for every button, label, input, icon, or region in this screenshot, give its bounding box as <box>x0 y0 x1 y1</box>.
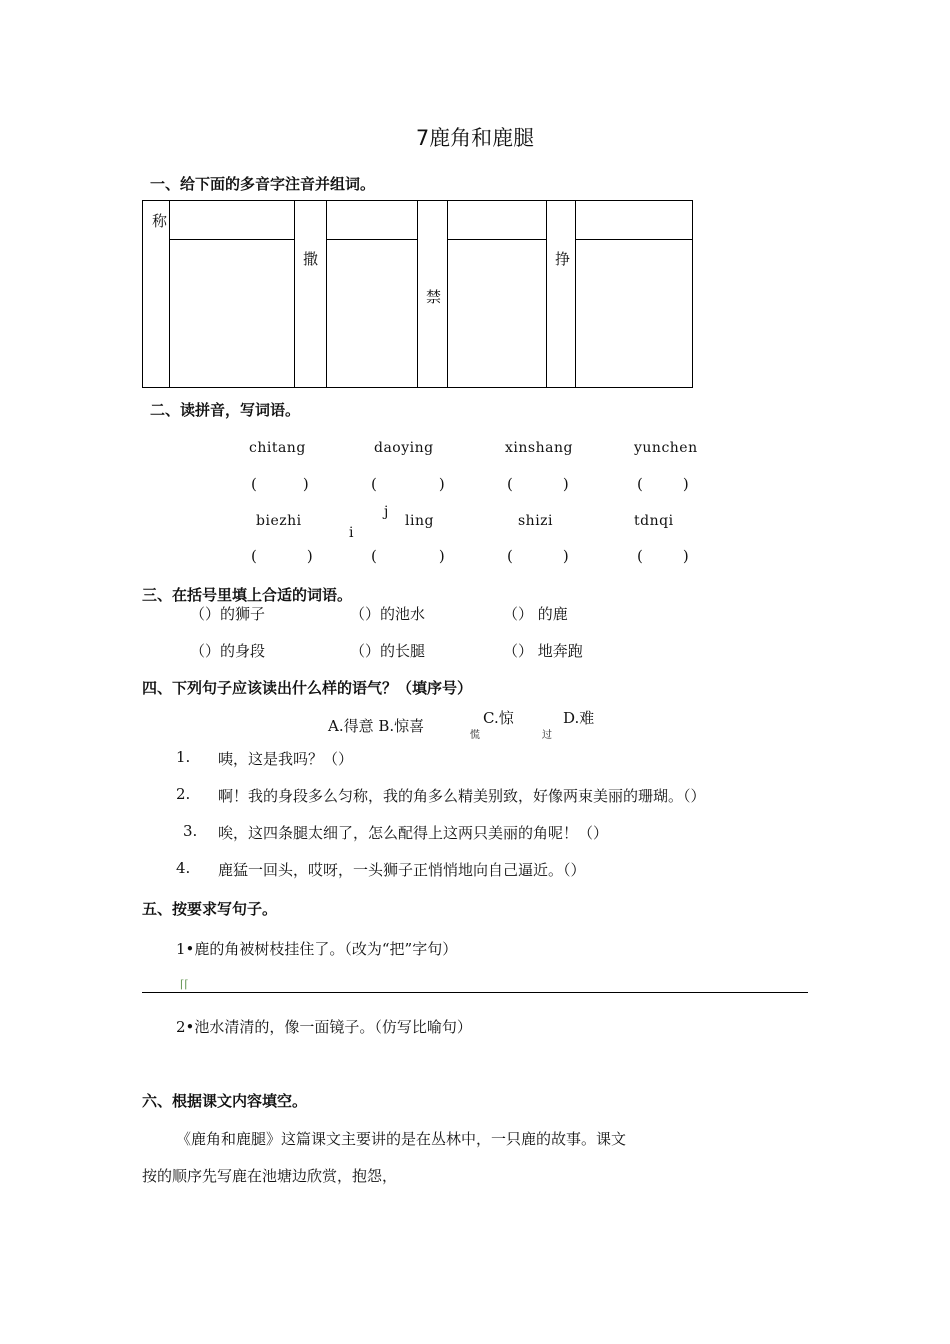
question-text: 啊！我的身段多么匀称，我的角多么精美别致，好像两束美丽的珊瑚。（） <box>218 787 706 805</box>
answer-paren: ( ) <box>507 547 569 565</box>
fill-item: （）的身段 <box>190 642 266 660</box>
tone-options: A.得意 B.惊喜 <box>328 717 425 735</box>
tone-option-c-sub: 慌 <box>470 730 480 741</box>
pinyin: biezhi <box>256 513 302 529</box>
scan-mark: ⌈⌈ <box>180 978 189 991</box>
answer-paren: ( ) <box>251 475 309 493</box>
answer-paren: ( ) <box>371 547 445 565</box>
question-number: 4. <box>176 859 191 877</box>
fill-item: （）的狮子 <box>190 605 266 623</box>
question-text: 咦，这是我吗？（） <box>218 750 354 768</box>
section-3-heading: 三、在括号里填上合适的词语。 <box>142 586 353 604</box>
section-2-heading: 二、读拼音，写词语。 <box>150 401 301 419</box>
question-text: 鹿猛一回头，哎呀，一头狮子正悄悄地向自己逼近。（） <box>218 861 586 879</box>
answer-paren: ( ) <box>507 475 569 493</box>
answer-paren: ( ) <box>251 547 313 565</box>
pinyin: chitang <box>249 440 306 456</box>
paragraph-line: 按的顺序先写鹿在池塘边欣赏，抱怨， <box>142 1167 398 1185</box>
pinyin: shizi <box>518 513 554 529</box>
answer-paren: ( ) <box>637 475 689 493</box>
section-4-heading: 四、下列句子应该读出什么样的语气？（填序号） <box>142 679 473 697</box>
section-6-heading: 六、根据课文内容填空。 <box>142 1092 308 1110</box>
polyphone-char: 挣 <box>555 250 571 268</box>
fill-item: （）的长腿 <box>350 642 426 660</box>
pinyin: tdnqi <box>634 513 674 529</box>
section-1-heading: 一、给下面的多音字注音并组词。 <box>150 175 376 193</box>
pinyin: xinshang <box>505 440 573 456</box>
question-number: 2. <box>176 785 191 803</box>
pinyin: i <box>349 525 354 541</box>
page-title: 7鹿角和鹿腿 <box>415 126 535 150</box>
fill-item: （）的池水 <box>350 605 426 623</box>
pinyin: daoying <box>374 440 434 456</box>
answer-line <box>142 992 808 993</box>
tone-option-d: D.难 <box>563 709 595 727</box>
pinyin: j <box>384 504 389 520</box>
polyphone-char: 撒 <box>303 250 319 268</box>
section-5-heading: 五、按要求写句子。 <box>142 900 278 918</box>
fill-item: （） 地奔跑 <box>503 642 583 660</box>
tone-option-d-sub: 过 <box>542 730 552 741</box>
answer-paren: ( ) <box>637 547 689 565</box>
pinyin: yunchen <box>634 440 698 456</box>
paragraph-line: 《鹿角和鹿腿》这篇课文主要讲的是在丛林中，一只鹿的故事。课文 <box>176 1130 627 1148</box>
question-number: 1. <box>176 748 191 766</box>
question-number: 3. <box>183 822 198 840</box>
fill-item: （） 的鹿 <box>503 605 568 623</box>
tone-option-c: C.惊 <box>483 709 514 727</box>
pinyin: ling <box>405 513 434 529</box>
rewrite-question-1: 1•鹿的角被树枝挂住了。（改为“把”字句） <box>176 940 458 958</box>
rewrite-question-2: 2•池水清清的，像一面镜子。（仿写比喻句） <box>176 1018 472 1036</box>
answer-paren: ( ) <box>371 475 445 493</box>
question-text: 唉，这四条腿太细了，怎么配得上这两只美丽的角呢！（） <box>218 824 609 842</box>
polyphone-table <box>142 200 693 388</box>
polyphone-char: 称 <box>152 212 168 230</box>
polyphone-char: 禁 <box>426 288 442 306</box>
